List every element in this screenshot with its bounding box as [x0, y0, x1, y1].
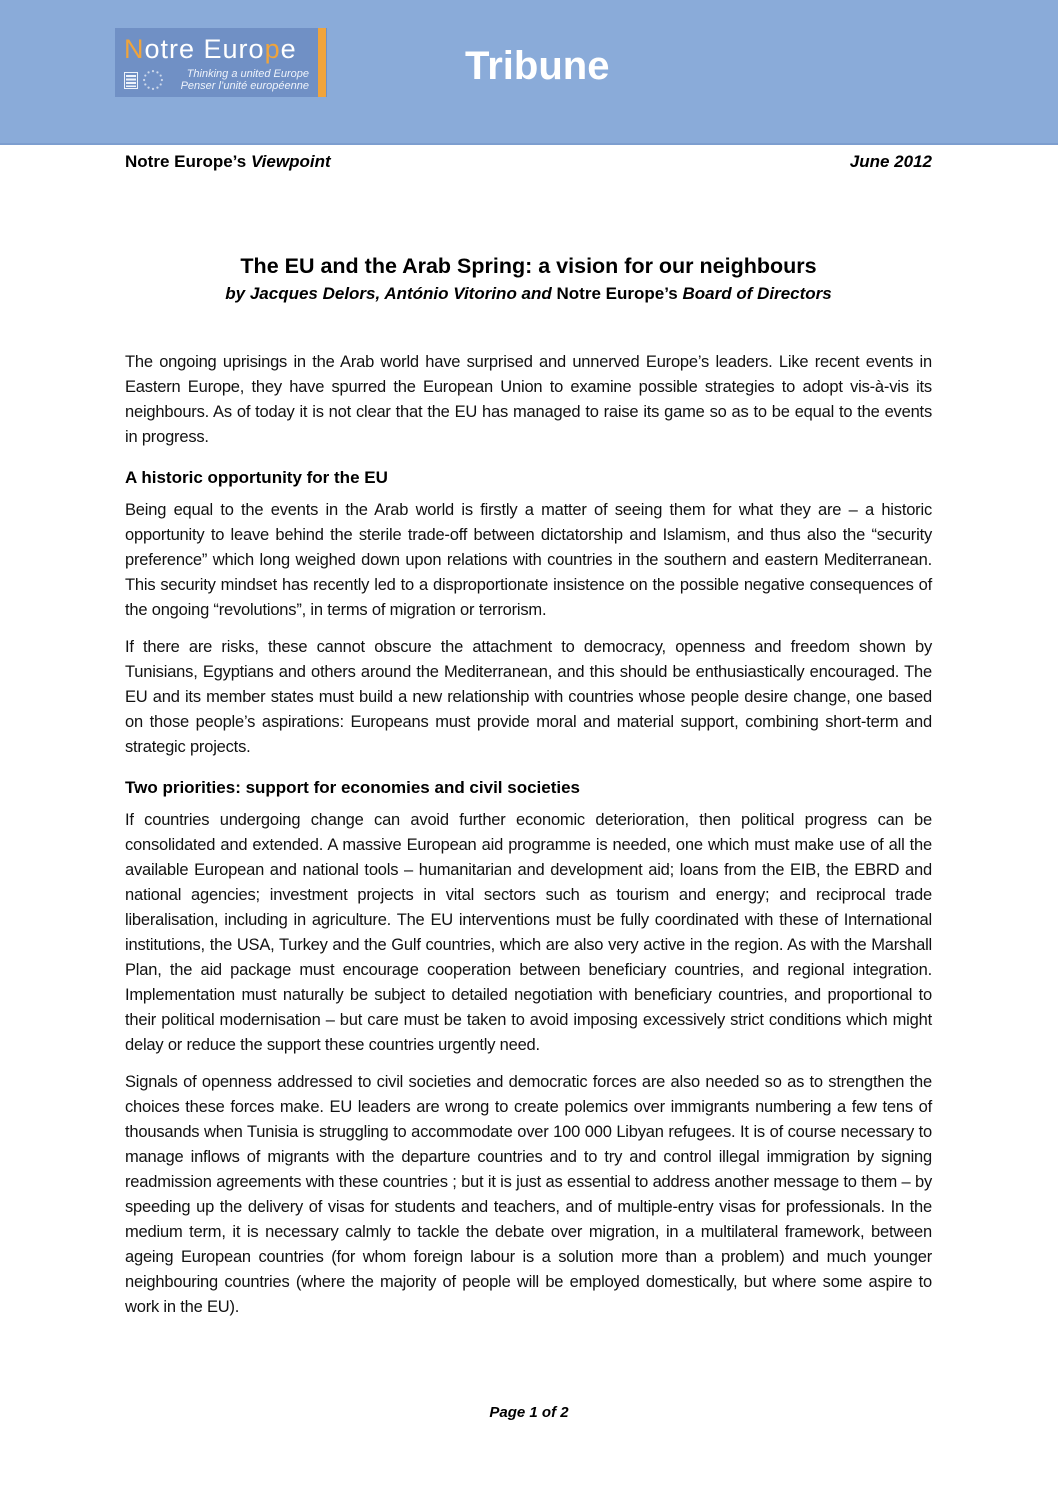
- logo-taglines: [163, 68, 309, 92]
- meta-row: [125, 151, 932, 173]
- intro-paragraph: The ongoing uprisings in the Arab world have surprised and unnerved Europe’s leaders. Like recent events in Eastern Europe, they have spurred the European Union to examine possible strategies to adopt vis-à-vis its neighbours. As of today it is not clear that the EU has managed to raise its game so as to be equal to the events in progress.: [125, 353, 932, 446]
- section2-paragraph-2: Signals of openness addressed to civil societies and democratic forces are also needed so as to strengthen the choices these forces make. EU leaders are wrong to create polemics over immigrants numbering a few tens of thousands when Tunisia is struggling to accommodate over 100 000 Libyan refugees. It is of course necessary to manage inflows of migrants with the departure countries and to try and control illegal immigration by signing readmission agreements with these countries ; but it is just as essential to address another message to them – by speeding up the delivery of visas for students and teachers, and of multiple-entry visas for professionals. In the medium term, it is necessary calmly to tackle the debate over migration, in a multilateral framework, between ageing European countries (for whom foreign labour is a solution more than a problem) and much younger neighbouring countries (where the majority of people will be employed domestically, but where some aspire to work in the EU).: [125, 1073, 932, 1316]
- article-byline: [125, 282, 932, 306]
- logo-letter-p: p: [264, 34, 281, 64]
- logo-tagline-row: [124, 68, 309, 92]
- section1-paragraph-2: If there are risks, these cannot obscure the attachment to democracy, openness and freedom shown by Tunisians, Egyptians and others around the Mediterranean, and this should be enthusiastically encouraged. The EU and its member states must build a new relationship with countries whose people desire change, one based on those people’s aspirations: Europeans must provide moral and material support, combining short-term and strategic projects.: [125, 638, 932, 756]
- issue-date: June 2012: [849, 152, 932, 171]
- banner-title: Tribune: [465, 44, 610, 88]
- byline-board: Board of Directors: [682, 284, 832, 303]
- series-title: Viewpoint: [250, 152, 331, 171]
- page-footer: [0, 1403, 1058, 1423]
- logo-tagline-en: Thinking a united Europe: [186, 68, 309, 80]
- article-body: [125, 253, 932, 1320]
- logo-letter-n: N: [124, 34, 145, 64]
- series-label: [125, 151, 331, 173]
- section-heading-two-priorities: Two priorities: support for economies and civil societies: [125, 778, 580, 797]
- book-icon: [124, 72, 138, 89]
- header-band: [0, 0, 1058, 145]
- logo-wordmark: [124, 34, 310, 64]
- notre-europe-logo: [115, 28, 327, 97]
- logo-text-end: e: [280, 34, 297, 64]
- section1-paragraph-1: Being equal to the events in the Arab world is firstly a matter of seeing them for what they are – a historic opportunity to leave behind the sterile trade-off between dictatorship and Islamism, and thus also the “security preference” which long weighed down upon relations with countries in the southern and eastern Mediterranean. This security mindset has recently led to a disproportionate insistence on the possible negative consequences of the ongoing “revolutions”, in terms of migration or terrorism.: [125, 501, 932, 619]
- logo-tagline-fr: Penser l’unité européenne: [180, 80, 309, 92]
- logo-accent-bar: [318, 28, 326, 97]
- eu-stars-circle-icon: [143, 70, 163, 90]
- byline-authors: by Jacques Delors, António Vitorino and: [225, 284, 552, 303]
- page-number: Page 1 of 2: [489, 1404, 569, 1421]
- article-title: The EU and the Arab Spring: a vision for our neighbours: [240, 254, 817, 278]
- byline-org: Notre Europe’s: [556, 284, 678, 303]
- section-heading-historic-opportunity: A historic opportunity for the EU: [125, 468, 388, 487]
- series-name: Notre Europe’s: [125, 152, 247, 171]
- logo-text-mid: otre Euro: [144, 34, 265, 64]
- section2-paragraph-1: If countries undergoing change can avoid further economic deterioration, then political progress can be consolidated and extended. A massive European aid programme is needed, one which must make use of all the available European and national tools – humanitarian and development aid; loans from the EIB, the EBRD and national agencies; investment projects in vital sectors such as tourism and energy; and reciprocal trade liberalisation, including in agriculture. The EU interventions must be fully coordinated with these of International institutions, the USA, Turkey and the Gulf countries, which are also very active in the region. As with the Marshall Plan, the aid package must encourage cooperation between beneficiary countries, and regional integration. Implementation must naturally be subject to detailed negotiation with beneficiary countries, and proportional to their political modernisation – but care must be taken to avoid imposing excessively strict conditions which might delay or reduce the support these countries urgently need.: [125, 811, 932, 1054]
